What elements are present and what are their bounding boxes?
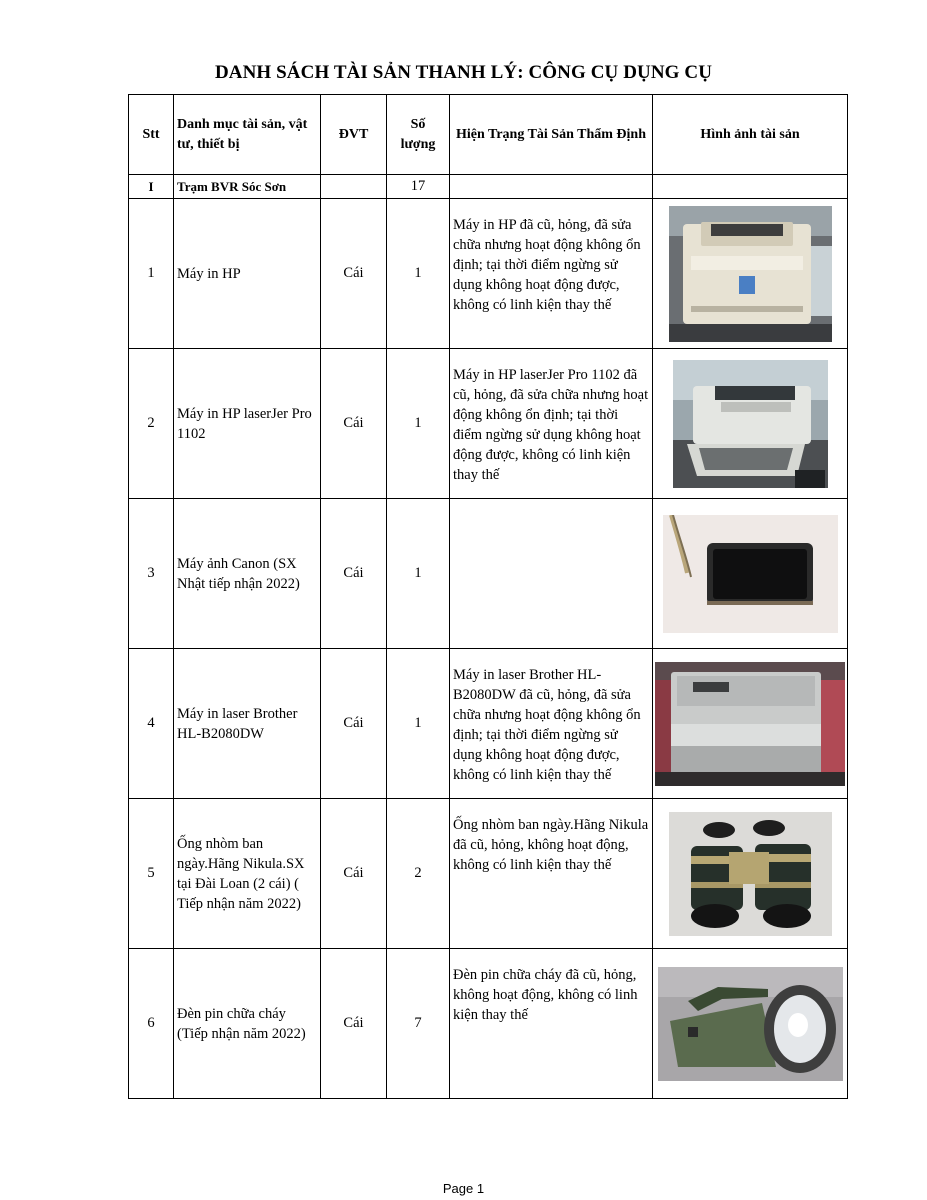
row-quantity: 1 <box>387 499 450 649</box>
row-quantity: 1 <box>387 199 450 349</box>
header-condition: Hiện Trạng Tài Sản Thẩm Định <box>450 95 653 175</box>
row-condition: Máy in HP đã cũ, hỏng, đã sửa chữa nhưng hoạt động không ổn định; tại thời điểm ngừng sử dụng không hoạt động được, không có linh kiện thay thế <box>450 199 653 349</box>
row-unit: Cái <box>321 649 387 799</box>
row-condition: Máy in laser Brother HL-B2080DW đã cũ, hỏng, đã sửa chữa nhưng hoạt động không ổn định; tại thời điểm ngừng sử dụng không hoạt động được, không có linh kiện thay thế <box>450 649 653 799</box>
section-row <box>129 175 848 199</box>
flashlight-photo-icon <box>658 967 843 1081</box>
row-stt: 4 <box>129 649 174 799</box>
binoculars-photo-icon <box>669 812 832 936</box>
table-row <box>129 499 848 649</box>
document-title: DANH SÁCH TÀI SẢN THANH LÝ: CÔNG CỤ DỤNG CỤ <box>214 62 713 83</box>
row-image <box>653 949 848 1099</box>
row-stt: 3 <box>129 499 174 649</box>
header-category: Danh mục tài sản, vật tư, thiết bị <box>174 95 321 175</box>
table-row <box>129 649 848 799</box>
row-unit: Cái <box>321 349 387 499</box>
row-name: Máy in HP <box>174 199 321 349</box>
table-row <box>129 949 848 1099</box>
printer-photo-icon <box>673 360 828 488</box>
row-stt: 1 <box>129 199 174 349</box>
row-unit: Cái <box>321 499 387 649</box>
section-stt: I <box>129 175 174 199</box>
page-number: Page 1 <box>442 1181 485 1196</box>
asset-table <box>128 94 848 1099</box>
section-image <box>653 175 848 199</box>
camera-photo-icon <box>663 515 838 633</box>
row-unit: Cái <box>321 799 387 949</box>
row-image <box>653 199 848 349</box>
row-image <box>653 499 848 649</box>
row-stt: 5 <box>129 799 174 949</box>
row-name: Đèn pin chữa cháy (Tiếp nhận năm 2022) <box>174 949 321 1099</box>
table-row <box>129 799 848 949</box>
row-image <box>653 349 848 499</box>
header-stt: Stt <box>129 95 174 175</box>
section-unit <box>321 175 387 199</box>
printer-photo-icon <box>655 662 845 786</box>
table-row <box>129 199 848 349</box>
row-condition <box>450 499 653 649</box>
table-header-row <box>129 95 848 175</box>
row-unit: Cái <box>321 199 387 349</box>
row-condition: Ống nhòm ban ngày.Hãng Nikula đã cũ, hỏng, không hoạt động, không có linh kiện thay thế <box>450 799 653 949</box>
table-row <box>129 349 848 499</box>
row-quantity: 7 <box>387 949 450 1099</box>
header-quantity: Số lượng <box>387 95 450 175</box>
row-quantity: 1 <box>387 649 450 799</box>
row-image <box>653 649 848 799</box>
row-stt: 2 <box>129 349 174 499</box>
header-unit: ĐVT <box>321 95 387 175</box>
row-name: Máy in HP laserJer Pro 1102 <box>174 349 321 499</box>
section-name: Trạm BVR Sóc Sơn <box>174 175 321 199</box>
row-name: Máy ảnh Canon (SX Nhật tiếp nhận 2022) <box>174 499 321 649</box>
row-name: Ống nhòm ban ngày.Hãng Nikula.SX tại Đài Loan (2 cái) ( Tiếp nhận năm 2022) <box>174 799 321 949</box>
header-image: Hình ảnh tài sản <box>653 95 848 175</box>
row-condition: Máy in HP laserJer Pro 1102 đã cũ, hỏng, đã sửa chữa nhưng hoạt động không ổn định; tại thời điểm ngừng sử dụng không hoạt động được, không có linh kiện thay thế <box>450 349 653 499</box>
row-unit: Cái <box>321 949 387 1099</box>
row-name: Máy in laser Brother HL-B2080DW <box>174 649 321 799</box>
row-stt: 6 <box>129 949 174 1099</box>
printer-photo-icon <box>669 206 832 342</box>
section-condition <box>450 175 653 199</box>
section-quantity: 17 <box>387 175 450 199</box>
row-condition: Đèn pin chữa cháy đã cũ, hỏng, không hoạt động, không có linh kiện thay thế <box>450 949 653 1099</box>
row-quantity: 1 <box>387 349 450 499</box>
row-quantity: 2 <box>387 799 450 949</box>
row-image <box>653 799 848 949</box>
